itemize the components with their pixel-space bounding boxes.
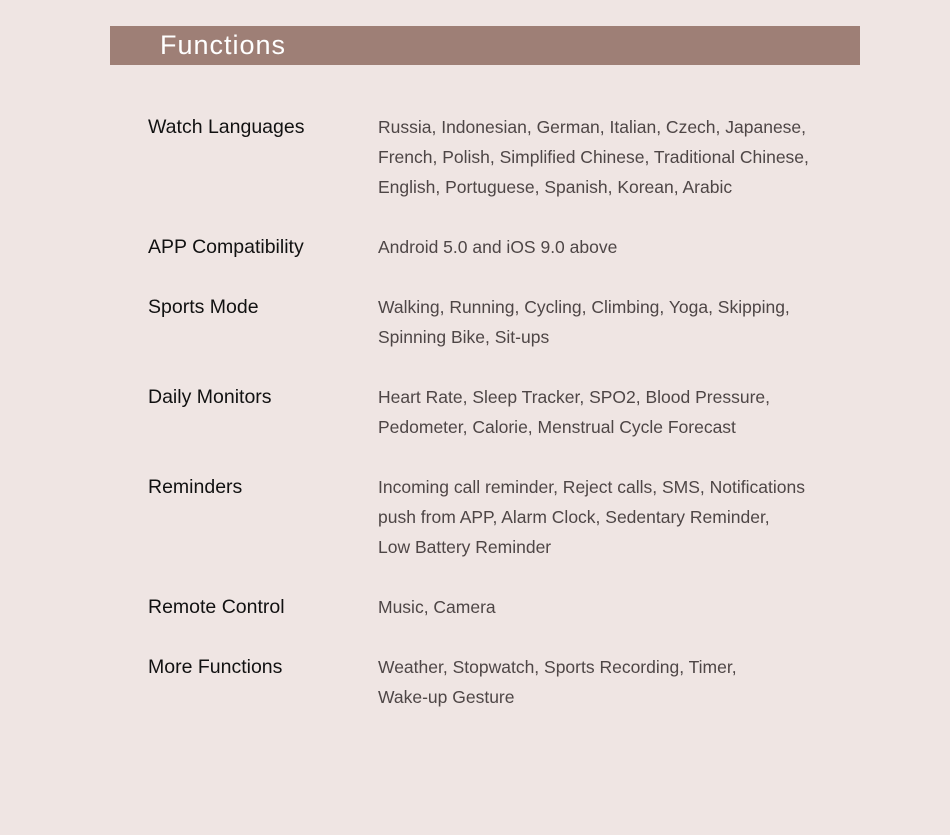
spec-value-line: Weather, Stopwatch, Sports Recording, Timer, [378, 657, 737, 677]
spec-row-sports-mode [148, 292, 848, 352]
spec-label: Sports Mode [148, 296, 259, 318]
spec-value-line: Spinning Bike, Sit-ups [378, 327, 550, 347]
spec-value-line: Incoming call reminder, Reject calls, SMS, Notifications [378, 477, 805, 497]
spec-value-line: push from APP, Alarm Clock, Sedentary Reminder, [378, 507, 770, 527]
functions-spec-list [148, 112, 848, 742]
spec-value [378, 472, 848, 562]
spec-value-line: Low Battery Reminder [378, 537, 552, 557]
spec-value [378, 112, 848, 202]
spec-row-watch-languages [148, 112, 848, 202]
spec-value-line: Wake-up Gesture [378, 687, 515, 707]
spec-row-daily-monitors [148, 382, 848, 442]
functions-header-bar [110, 26, 860, 65]
spec-value [378, 652, 848, 712]
spec-label: Daily Monitors [148, 386, 272, 408]
spec-label: APP Compatibility [148, 236, 304, 258]
spec-value-line: French, Polish, Simplified Chinese, Traditional Chinese, [378, 147, 809, 167]
spec-value [378, 592, 848, 622]
spec-label: More Functions [148, 656, 283, 678]
spec-label: Reminders [148, 476, 243, 498]
spec-value-line: Android 5.0 and iOS 9.0 above [378, 237, 618, 257]
spec-value [378, 292, 848, 352]
spec-label: Remote Control [148, 596, 285, 618]
spec-row-app-compatibility [148, 232, 848, 262]
spec-row-remote-control [148, 592, 848, 622]
spec-value-line: Heart Rate, Sleep Tracker, SPO2, Blood Pressure, [378, 387, 770, 407]
spec-value-line: Music, Camera [378, 597, 496, 617]
section-title: Functions [160, 30, 287, 60]
spec-value-line: Russia, Indonesian, German, Italian, Czech, Japanese, [378, 117, 807, 137]
spec-value-line: Walking, Running, Cycling, Climbing, Yoga, Skipping, [378, 297, 790, 317]
spec-value [378, 232, 848, 262]
spec-row-more-functions [148, 652, 848, 712]
spec-label: Watch Languages [148, 116, 305, 138]
spec-value-line: English, Portuguese, Spanish, Korean, Arabic [378, 177, 733, 197]
spec-value-line: Pedometer, Calorie, Menstrual Cycle Forecast [378, 417, 736, 437]
spec-row-reminders [148, 472, 848, 562]
spec-value [378, 382, 848, 442]
